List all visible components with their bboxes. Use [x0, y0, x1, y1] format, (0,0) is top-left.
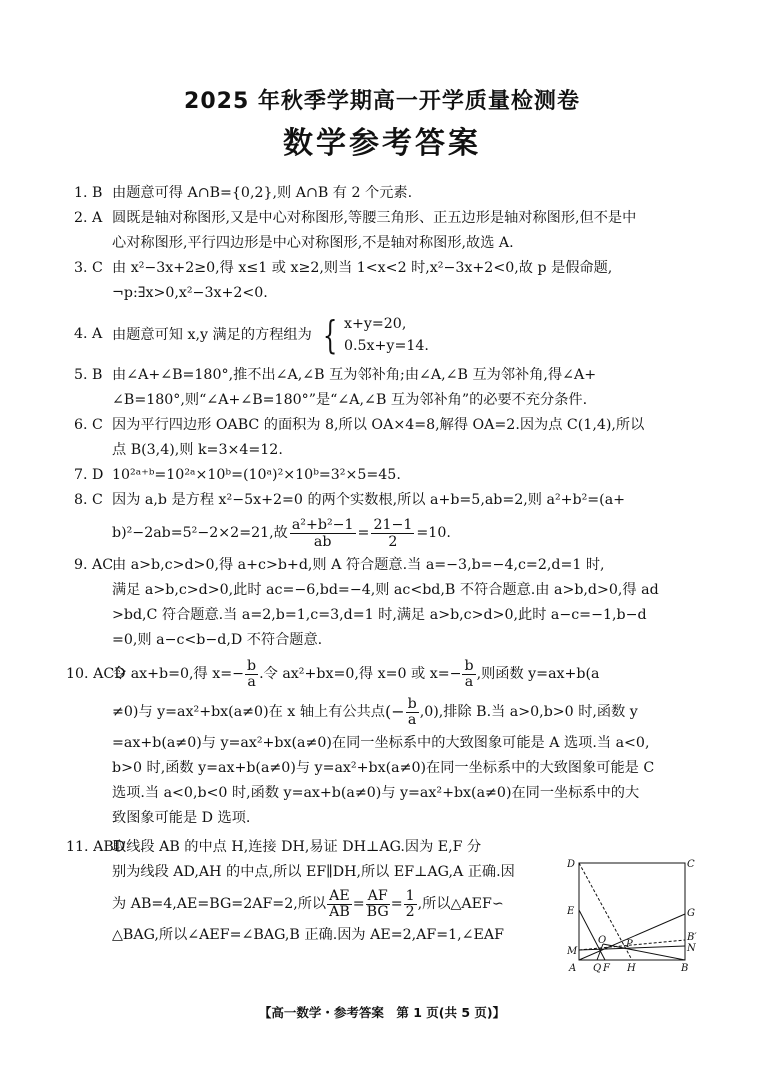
- answer-number: 10. ACD: [66, 666, 126, 682]
- answer-text: =0,则 a−c<b−d,D 不符合题意.: [112, 632, 323, 648]
- page-footer: 【高一数学・参考答案 第 1 页(共 5 页)】: [258, 1005, 506, 1020]
- label-e: E: [567, 906, 575, 917]
- answer-text: 选项.当 a<0,b<0 时,函数 y=ax+b(a≠0)与 y=ax²+bx(a≠0)在同一坐标系中的大: [112, 785, 640, 801]
- answer-number: 11. ABD: [66, 839, 126, 855]
- answer-text: 令 ax+b=0,得 x=−: [112, 666, 245, 682]
- answer-text: >bd,C 符合题意.当 a=2,b=1,c=3,d=1 时,满足 a>b,c>d>0,此时 a−c=−1,b−d: [112, 607, 647, 623]
- answer-text: 因为平行四边形 OABC 的面积为 8,所以 OA×4=8,解得 OA=2.因为点 C(1,4),所以: [112, 417, 645, 433]
- answer-text: =10.: [416, 525, 451, 541]
- answer-text: 由题意可知 x,y 满足的方程组为: [112, 326, 312, 343]
- answer-text: b)²−2ab=5²−2×2=21,故: [112, 525, 288, 541]
- fraction-denominator: BG: [366, 903, 389, 920]
- fraction: [327, 889, 352, 920]
- label-m: M: [567, 946, 578, 957]
- answer-text: 点 B(3,4),则 k=3×4=12.: [112, 442, 283, 458]
- answer-number: 3. C: [74, 260, 103, 276]
- geometry-figure: [567, 858, 697, 976]
- fraction-numerator: 21−1: [373, 516, 413, 533]
- label-d: D: [567, 859, 576, 870]
- answer-text-line: [112, 693, 708, 731]
- fraction-numerator: b: [464, 657, 474, 674]
- equals-sign: =: [352, 896, 365, 912]
- fraction-denominator: 2: [388, 533, 398, 550]
- page-title: 2025 年秋季学期高一开学质量检测卷: [184, 89, 580, 114]
- system-brace: {: [322, 313, 338, 357]
- label-c: C: [687, 859, 695, 870]
- answer-list: [66, 181, 708, 948]
- answer-text: b>0 时,函数 y=ax+b(a≠0)与 y=ax²+bx(a≠0)在同一坐标系中的大致图象可能是 C: [112, 760, 655, 776]
- label-n: N: [687, 943, 696, 954]
- answer-item-5: [74, 363, 708, 413]
- answer-text: ,排除 B.当 a>0,b>0 时,函数 y: [438, 704, 638, 720]
- answer-text: 因为 a,b 是方程 x²−5x+2=0 的两个实数根,所以 a+b=5,ab=2,则 a²+b²=(a+: [112, 492, 626, 508]
- fraction: [371, 517, 414, 550]
- fraction-denominator: ab: [313, 533, 332, 550]
- answer-text: ,所以△AEF∽: [417, 896, 504, 912]
- paren-close: ,0): [419, 704, 439, 720]
- answer-item-7: [74, 463, 708, 488]
- answer-number: 2. A: [74, 210, 103, 226]
- label-f: F: [603, 963, 610, 974]
- answer-number: 5. B: [74, 367, 103, 383]
- fraction: [406, 697, 419, 728]
- answer-number: 9. AC: [74, 557, 114, 573]
- answer-text: 由∠A+∠B=180°,推不出∠A,∠B 互为邻补角;由∠A,∠B 互为邻补角,得∠A+: [112, 367, 597, 383]
- fraction-numerator: AE: [329, 887, 350, 904]
- answer-item-1: [74, 181, 708, 206]
- fraction: [366, 889, 390, 920]
- label-q: Q: [593, 963, 602, 974]
- fraction: [462, 659, 475, 690]
- answer-item-10: [66, 655, 708, 831]
- label-p: P: [626, 939, 633, 950]
- fraction-denominator: a: [464, 673, 474, 690]
- fraction: [290, 517, 356, 550]
- fraction-denominator: AB: [329, 903, 350, 920]
- answer-number: 1. B: [74, 185, 103, 201]
- label-b: B: [681, 963, 689, 974]
- answer-text: 致图象可能是 D 选项.: [112, 810, 251, 826]
- answer-text: 圆既是轴对称图形,又是中心对称图形,等腰三角形、正五边形是轴对称图形,但不是中: [112, 210, 637, 226]
- fraction-denominator: a: [247, 673, 256, 690]
- answer-text: =ax+b(a≠0)与 y=ax²+bx(a≠0)在同一坐标系中的大致图象可能是 A 选项.当 a<0,: [112, 735, 650, 751]
- answer-text: ∠B=180°,则“∠A+∠B=180°”是“∠A,∠B 互为邻补角”的必要不充分条件.: [112, 392, 588, 408]
- answer-item-2: [74, 206, 708, 256]
- answer-text: 由题意可得 A∩B={0,2},则 A∩B 有 2 个元素.: [112, 185, 413, 201]
- answer-text: ,则函数 y=ax+b(a: [476, 666, 600, 682]
- fraction: [404, 889, 417, 920]
- equation-line: 0.5x+y=14.: [343, 338, 429, 354]
- answer-item-8: [74, 488, 708, 553]
- answer-number: 8. C: [74, 492, 103, 508]
- fraction-numerator: AF: [367, 887, 388, 904]
- answer-text: 取线段 AB 的中点 H,连接 DH,易证 DH⊥AG.因为 E,F 分: [112, 839, 482, 855]
- answer-item-3: [74, 256, 708, 306]
- line-ag: [579, 914, 685, 960]
- answer-item-9: [74, 553, 708, 653]
- fraction-numerator: b: [247, 657, 257, 674]
- answer-text: 由 a>b,c>d>0,得 a+c>b+d,则 A 符合题意.当 a=−3,b=−4,c=2,d=1 时,: [112, 557, 605, 573]
- answer-text: .令 ax²+bx=0,得 x=0 或 x=−: [259, 666, 462, 682]
- fraction-numerator: b: [407, 695, 417, 712]
- fraction-denominator: a: [407, 711, 417, 728]
- label-b-prime: B′: [687, 932, 697, 943]
- equals-sign: =: [390, 896, 403, 912]
- answer-text: 10²ᵃ⁺ᵇ=10²ᵃ×10ᵇ=(10ᵃ)²×10ᵇ=3²×5=45.: [112, 467, 401, 483]
- answer-text: 为 AB=4,AE=BG=2AF=2,所以: [112, 896, 327, 912]
- label-a: A: [569, 963, 577, 974]
- page-subtitle: 数学参考答案: [283, 126, 481, 161]
- answer-number: 7. D: [74, 467, 104, 483]
- answer-text: 别为线段 AD,AH 的中点,所以 EF∥DH,所以 EF⊥AG,A 正确.因: [112, 864, 515, 880]
- paren-open: (−: [384, 702, 405, 721]
- answer-text-line: [112, 655, 708, 693]
- answer-text: 满足 a>b,c>d>0,此时 ac=−6,bd=−4,则 ac<bd,B 不符合题意.由 a>b,d>0,得 ad: [112, 582, 659, 598]
- fraction-numerator: 1: [405, 887, 415, 904]
- label-g: G: [687, 908, 695, 919]
- answer-text-line: [112, 513, 708, 553]
- equation-line: x+y=20,: [343, 316, 407, 332]
- answer-text: △BAG,所以∠AEF=∠BAG,B 正确.因为 AE=2,AF=1,∠EAF: [112, 927, 504, 943]
- answer-item-6: [74, 413, 708, 463]
- equation-system: [344, 313, 429, 357]
- answer-text: ≠0)与 y=ax²+bx(a≠0)在 x 轴上有公共点: [112, 704, 385, 720]
- label-o: O: [598, 935, 607, 946]
- answer-text: ¬p:∃x>0,x²−3x+2<0.: [112, 285, 268, 301]
- label-h: H: [627, 963, 636, 974]
- answer-number: 6. C: [74, 417, 103, 433]
- fraction: [245, 659, 258, 690]
- answer-text: 由 x²−3x+2≥0,得 x≤1 或 x≥2,则当 1<x<2 时,x²−3x+2<0,故 p 是假命题,: [112, 260, 613, 276]
- answer-text: 心对称图形,平行四边形是中心对称图形,不是轴对称图形,故选 A.: [112, 235, 514, 251]
- equals-sign: =: [357, 525, 370, 541]
- fraction-denominator: 2: [405, 903, 415, 920]
- answer-number: 4. A: [74, 326, 103, 342]
- answer-item-4: [74, 311, 708, 359]
- fraction-numerator: a²+b²−1: [291, 516, 354, 533]
